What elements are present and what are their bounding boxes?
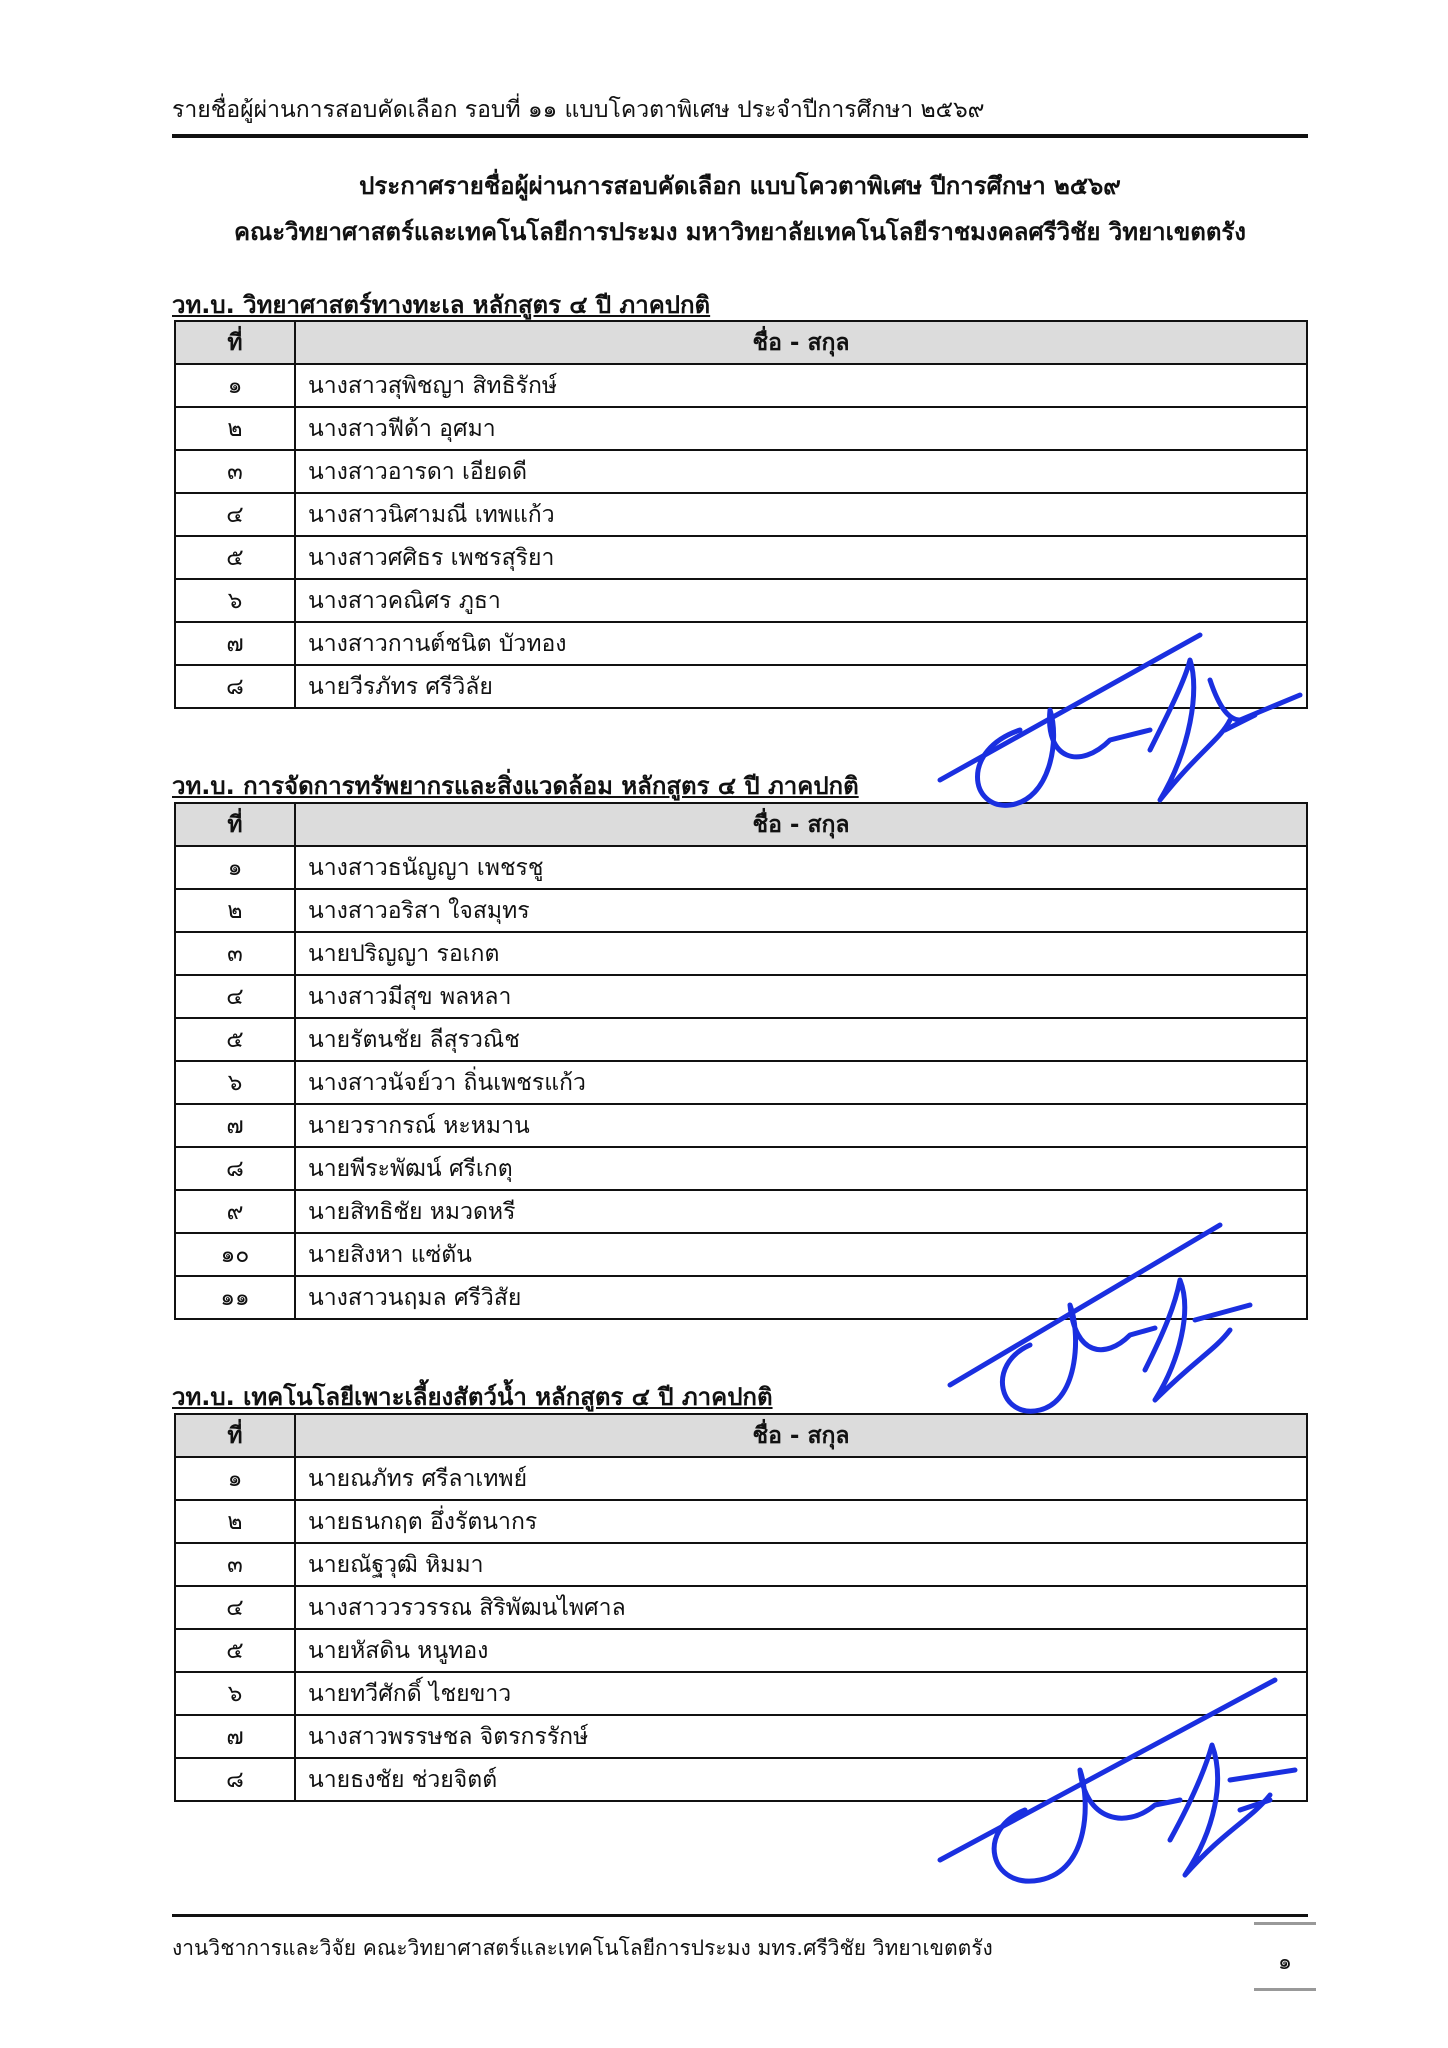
- column-header-number: ที่: [175, 803, 295, 846]
- table-row: [175, 932, 1307, 975]
- student-name: นายทวีศักดิ์ ไชยขาว: [295, 1672, 1307, 1715]
- table-row: [175, 450, 1307, 493]
- page-number-box: [1254, 1922, 1316, 1992]
- footer-department: งานวิชาการและวิจัย คณะวิทยาศาสตร์และเทคโนโลยีการประมง มทร.ศรีวิชัย วิทยาเขตตรัง: [172, 1936, 993, 1960]
- student-name: นายณภัทร ศรีลาเทพย์: [295, 1457, 1307, 1500]
- student-name: นายพีระพัฒน์ ศรีเกตุ: [295, 1147, 1307, 1190]
- table-row: [175, 975, 1307, 1018]
- row-number: ๘: [175, 665, 295, 708]
- student-name: นางสาววรวรรณ สิริพัฒนไพศาล: [295, 1586, 1307, 1629]
- student-name: นายวรากรณ์ หะหมาน: [295, 1104, 1307, 1147]
- table-row: [175, 407, 1307, 450]
- row-number: ๓: [175, 450, 295, 493]
- student-name: นายธงชัย ช่วยจิตต์: [295, 1758, 1307, 1801]
- row-number: ๑: [175, 364, 295, 407]
- student-name: นายรัตนชัย ลีสุรวณิช: [295, 1018, 1307, 1061]
- student-name: นางสาวพรรษชล จิตรกรรักษ์: [295, 1715, 1307, 1758]
- running-header: รายชื่อผู้ผ่านการสอบคัดเลือก รอบที่ ๑๑ แบบโควตาพิเศษ ประจำปีการศึกษา ๒๕๖๙: [172, 97, 985, 123]
- table-row: [175, 493, 1307, 536]
- row-number: ๕: [175, 1018, 295, 1061]
- student-name: นางสาวมีสุข พลหลา: [295, 975, 1307, 1018]
- row-number: ๙: [175, 1190, 295, 1233]
- student-name: นางสาวอริสา ใจสมุทร: [295, 889, 1307, 932]
- student-name: นางสาวศศิธร เพชรสุริยา: [295, 536, 1307, 579]
- signature-3: [930, 1660, 1310, 1890]
- section-heading-resource-management: วท.บ. การจัดการทรัพยากรและสิ่งแวดล้อม หลักสูตร ๔ ปี ภาคปกติ: [172, 772, 859, 800]
- student-name: นางสาวคณิศร ภูธา: [295, 579, 1307, 622]
- column-header-name: ชื่อ - สกุล: [295, 803, 1307, 846]
- column-header-name: ชื่อ - สกุล: [295, 1414, 1307, 1457]
- row-number: ๒: [175, 407, 295, 450]
- table-row: [175, 579, 1307, 622]
- table-row: [175, 1457, 1307, 1500]
- row-number: ๒: [175, 1500, 295, 1543]
- row-number: ๗: [175, 1104, 295, 1147]
- column-header-name: ชื่อ - สกุล: [295, 321, 1307, 364]
- table-row: [175, 1061, 1307, 1104]
- column-header-number: ที่: [175, 1414, 295, 1457]
- row-number: ๕: [175, 536, 295, 579]
- row-number: ๑๑: [175, 1276, 295, 1319]
- table-row: [175, 1018, 1307, 1061]
- footer-rule: [172, 1914, 1308, 1917]
- signature-1: [900, 620, 1320, 820]
- header-rule: [172, 134, 1308, 138]
- table-header-row: [175, 1414, 1307, 1457]
- student-name: นางสาวนิศามณี เทพแก้ว: [295, 493, 1307, 536]
- row-number: ๑: [175, 1457, 295, 1500]
- section-heading-marine-science: วท.บ. วิทยาศาสตร์ทางทะเล หลักสูตร ๔ ปี ภาคปกติ: [172, 291, 711, 319]
- table-row: [175, 1586, 1307, 1629]
- student-name: นางสาวอารดา เอียดดี: [295, 450, 1307, 493]
- table-row: [175, 846, 1307, 889]
- table-row: [175, 364, 1307, 407]
- table-row: [175, 1104, 1307, 1147]
- student-name: นางสาวนฤมล ศรีวิสัย: [295, 1276, 1307, 1319]
- row-number: ๘: [175, 1147, 295, 1190]
- page-number-top-rule: [1254, 1922, 1316, 1925]
- announcement-title: ประกาศรายชื่อผู้ผ่านการสอบคัดเลือก แบบโควตาพิเศษ ปีการศึกษา ๒๕๖๙: [359, 172, 1121, 200]
- section-heading-aquaculture: วท.บ. เทคโนโลยีเพาะเลี้ยงสัตว์น้ำ หลักสูตร ๔ ปี ภาคปกติ: [172, 1383, 773, 1411]
- student-name: นางสาวธนัญญา เพชรชู: [295, 846, 1307, 889]
- row-number: ๖: [175, 1061, 295, 1104]
- row-number: ๖: [175, 579, 295, 622]
- student-name: นางสาวฟีด้า อุศมา: [295, 407, 1307, 450]
- student-name: นายหัสดิน หนูทอง: [295, 1629, 1307, 1672]
- row-number: ๓: [175, 932, 295, 975]
- row-number: ๔: [175, 1586, 295, 1629]
- table-row: [175, 536, 1307, 579]
- student-name: นายปริญญา รอเกต: [295, 932, 1307, 975]
- row-number: ๑๐: [175, 1233, 295, 1276]
- row-number: ๘: [175, 1758, 295, 1801]
- table-row: [175, 1500, 1307, 1543]
- column-header-number: ที่: [175, 321, 295, 364]
- student-name: นายสิทธิชัย หมวดหรี: [295, 1190, 1307, 1233]
- table-row: [175, 1543, 1307, 1586]
- student-name: นายสิงหา แซ่ตัน: [295, 1233, 1307, 1276]
- row-number: ๗: [175, 622, 295, 665]
- row-number: ๒: [175, 889, 295, 932]
- student-name: นางสาวกานต์ชนิต บัวทอง: [295, 622, 1307, 665]
- row-number: ๗: [175, 1715, 295, 1758]
- row-number: ๓: [175, 1543, 295, 1586]
- student-name: นายวีรภัทร ศรีวิลัย: [295, 665, 1307, 708]
- faculty-title: คณะวิทยาศาสตร์และเทคโนโลยีการประมง มหาวิทยาลัยเทคโนโลยีราชมงคลศรีวิชัย วิทยาเขตตรัง: [233, 218, 1247, 246]
- table-row: [175, 1147, 1307, 1190]
- row-number: ๑: [175, 846, 295, 889]
- row-number: ๔: [175, 493, 295, 536]
- row-number: ๔: [175, 975, 295, 1018]
- table-row: [175, 889, 1307, 932]
- table-header-row: [175, 321, 1307, 364]
- page-number: ๑: [1278, 1950, 1292, 1975]
- student-name: นายณัฐวุฒิ หิมมา: [295, 1543, 1307, 1586]
- page-number-bottom-rule: [1254, 1988, 1316, 1991]
- student-name: นางสาวสุพิชญา สิทธิรักษ์: [295, 364, 1307, 407]
- signature-2: [930, 1210, 1260, 1420]
- student-name: นางสาวนัจย์วา ถิ่นเพชรแก้ว: [295, 1061, 1307, 1104]
- student-name: นายธนกฤต อึ่งรัตนากร: [295, 1500, 1307, 1543]
- row-number: ๖: [175, 1672, 295, 1715]
- row-number: ๕: [175, 1629, 295, 1672]
